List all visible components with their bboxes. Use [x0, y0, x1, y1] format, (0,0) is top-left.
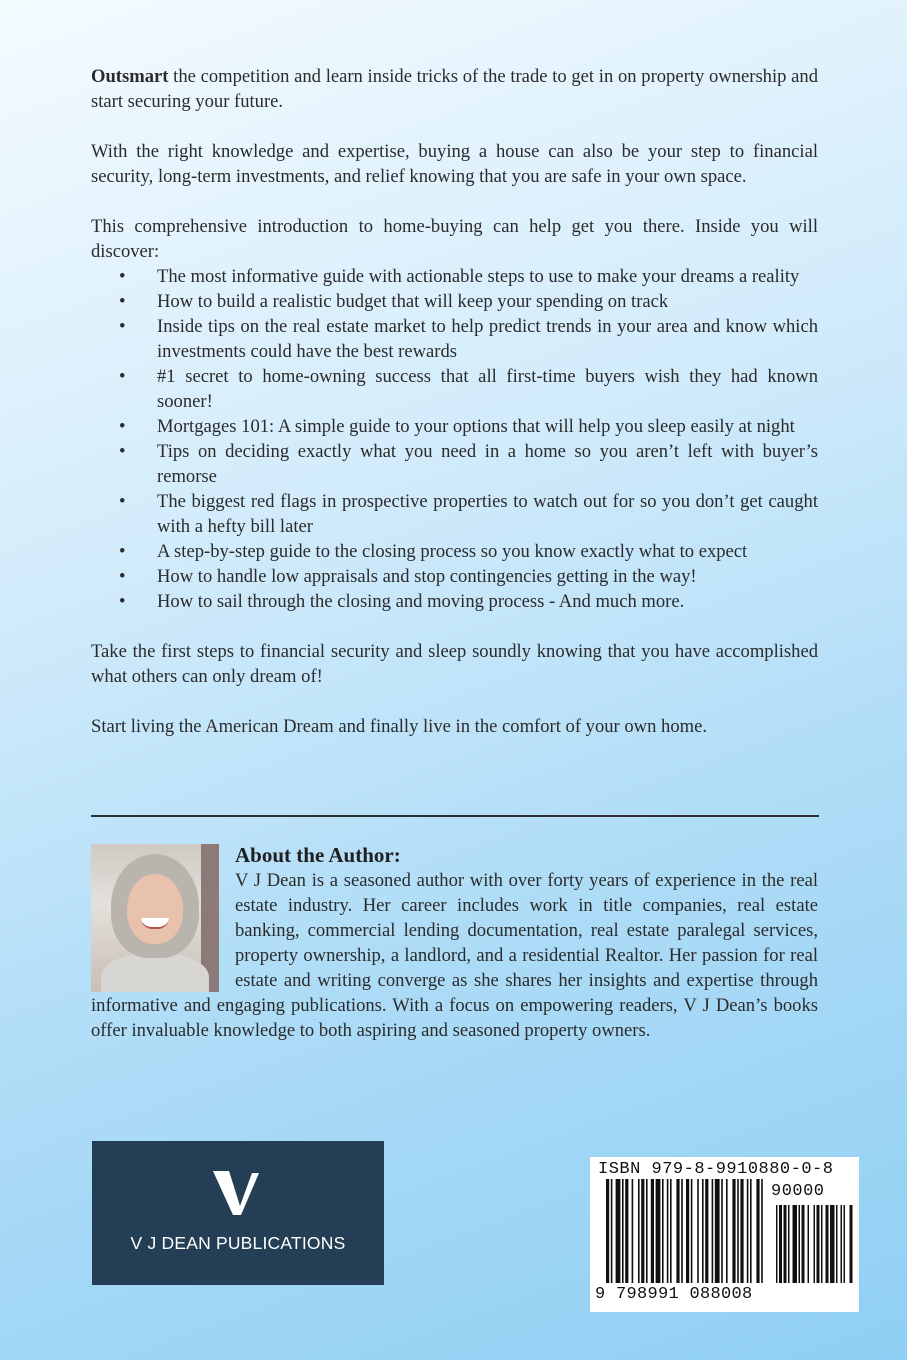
paragraph-american-dream: Start living the American Dream and finally live in the comfort of your own home. — [91, 716, 708, 737]
list-item: • How to build a realistic budget that will keep your spending on track — [91, 289, 818, 314]
publisher-name: V J DEAN PUBLICATIONS — [130, 1233, 346, 1253]
paragraph-introduction: This comprehensive introduction to home-buying can help get you there. Inside you will discover: — [91, 216, 818, 262]
benefits-list — [91, 264, 818, 614]
publisher-logo — [92, 1141, 384, 1285]
list-item: • #1 secret to home-owning success that all first-time buyers wish they had known sooner! — [91, 364, 818, 414]
list-item: • The biggest red flags in prospective properties to watch out for so you don’t get caught with a hefty bill later — [91, 489, 818, 539]
addon-code: 90000 — [771, 1182, 825, 1201]
paragraph-first-steps: Take the first steps to financial security and sleep soundly knowing that you have accomplished what others can only dream of! — [91, 641, 818, 687]
list-item: • Tips on deciding exactly what you need in a home so you aren’t left with buyer’s remorse — [91, 439, 818, 489]
author-bio: V J Dean is a seasoned author with over forty years of experience in the real estate industry. Her career includes work in title companies, real estate banking, commercial lending documentation, real estate paralegal services, property ownership, a landlord, and a residential Realtor. Her passion for real estate and writing converge as she shares her insights and expertise through informative and engaging publications. With a focus on empowering readers, V J Dean’s books offer invaluable knowledge to both aspiring and seasoned property owners. — [91, 870, 818, 1041]
author-photo — [91, 844, 219, 992]
isbn-barcode — [590, 1157, 859, 1312]
about-author-heading: About the Author: — [235, 843, 401, 867]
paragraph-knowledge: With the right knowledge and expertise, buying a house can also be your step to financial security, long-term investments, and relief knowing that you are safe in your own space. — [91, 141, 818, 187]
list-item: • A step-by-step guide to the closing process so you know exactly what to expect — [91, 539, 818, 564]
intro-lead-rest: the competition and learn inside tricks of the trade to get in on property ownership and start securing your future. — [91, 66, 818, 112]
list-item: • The most informative guide with actionable steps to use to make your dreams a reality — [91, 264, 818, 289]
back-cover-description — [91, 64, 818, 739]
list-item: • Mortgages 101: A simple guide to your options that will help you sleep easily at night — [91, 414, 818, 439]
intro-paragraph — [91, 64, 818, 114]
intro-lead-bold: Outsmart — [91, 66, 169, 87]
section-divider — [91, 815, 819, 817]
list-item: • How to handle low appraisals and stop contingencies getting in the way! — [91, 564, 818, 589]
list-item: • Inside tips on the real estate market to help predict trends in your area and know which investments could have the best rewards — [91, 314, 818, 364]
ean-digits: 9 798991 088008 — [595, 1285, 753, 1304]
publisher-v-icon — [209, 1169, 267, 1217]
list-item: • How to sail through the closing and moving process - And much more. — [91, 589, 818, 614]
about-author-section — [91, 842, 818, 1043]
isbn-label: ISBN 979-8-9910880-0-8 — [598, 1160, 834, 1179]
